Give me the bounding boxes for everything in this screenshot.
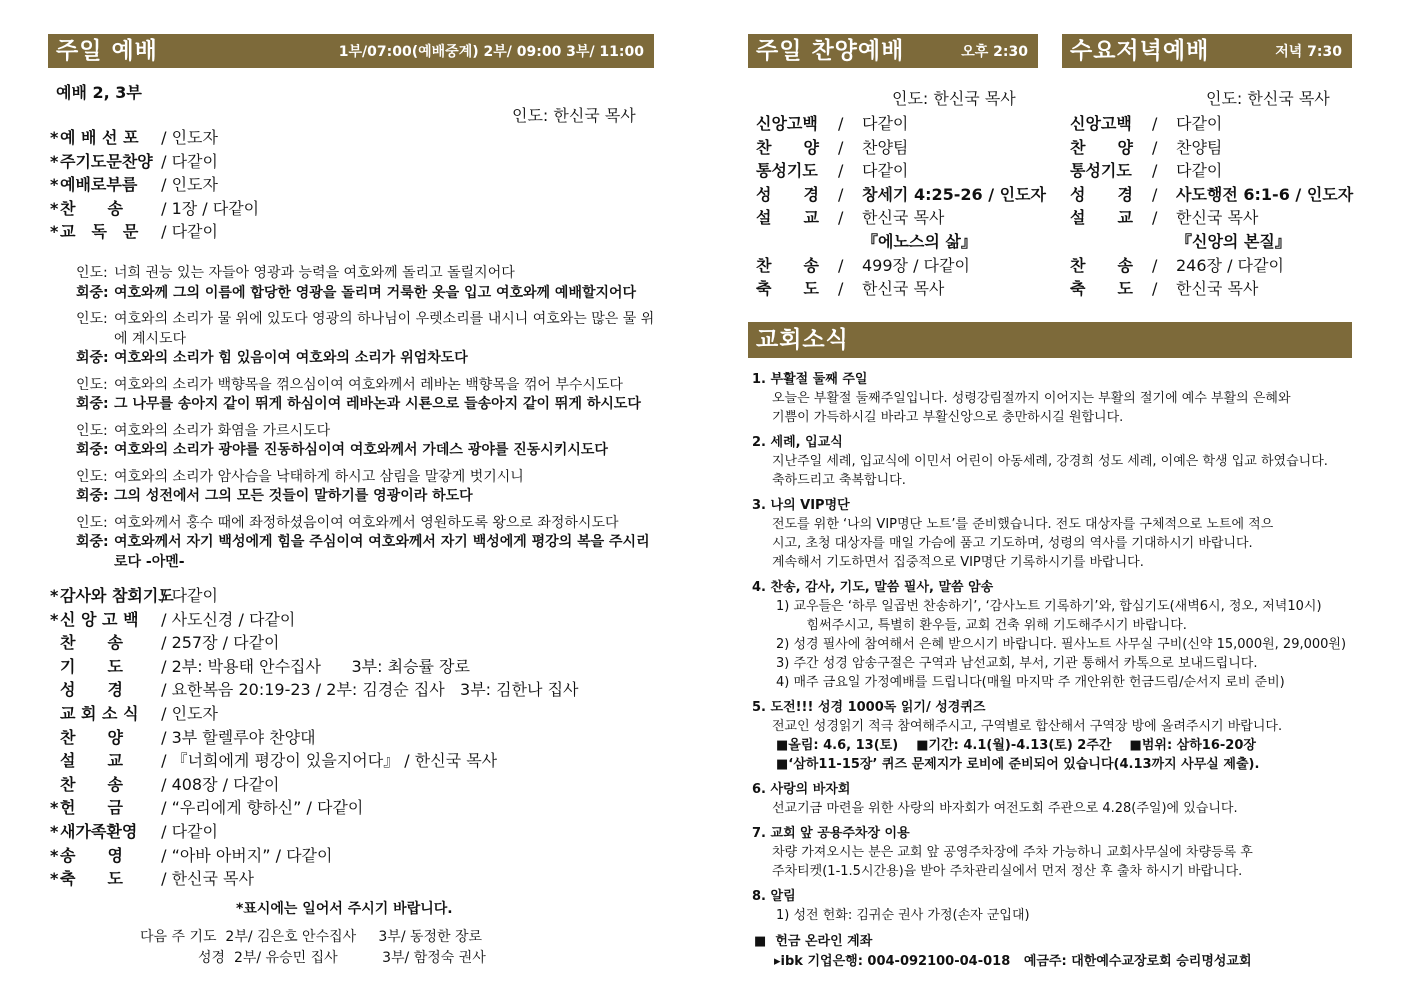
- news-item: [752, 578, 1352, 692]
- order-value: / 3부 할렐루야 찬양대: [156, 727, 316, 747]
- reading-block: [76, 376, 656, 415]
- congregation-text: 여호와께 그의 이름에 합당한 영광을 돌리며 거룩한 옷을 입고 여호와께 예배할지어다: [114, 284, 637, 301]
- order-label: 신앙고백: [756, 114, 818, 133]
- order-value: / 다같이: [156, 821, 218, 841]
- order-value: / 요한복음 20:19-23 / 2부: 김경순 집사 3부: 김한나 집사: [156, 680, 579, 700]
- order-label: 찬 양: [756, 137, 819, 157]
- sunday-subtitle: 예배 2, 3부: [56, 83, 142, 102]
- order-row: [50, 173, 259, 197]
- order-label: 성 경: [60, 680, 123, 700]
- order-row: [50, 726, 579, 750]
- congregation-line: [76, 284, 656, 304]
- order-row: [756, 277, 1046, 301]
- order-value: / 한신국 목사: [156, 869, 254, 889]
- order-row: [756, 159, 1046, 183]
- order-value: 다같이: [1176, 161, 1223, 181]
- order-value: 『신앙의 본질』: [1176, 231, 1291, 251]
- stand-mark: *: [50, 609, 59, 629]
- order-label: 송 영: [60, 845, 123, 865]
- order-value: / 다같이: [156, 151, 218, 171]
- news-item-line: 1) 성전 헌화: 김귀순 권사 가정(손자 군입대): [776, 908, 1030, 923]
- order-row: [50, 796, 579, 820]
- order-row: [1070, 159, 1353, 183]
- order-row: [1070, 112, 1353, 136]
- congregation-text: 그 나무를 송아지 같이 뛰게 하심이여 레바논과 시룐으로 들송아지 같이 뛰게 하시도다: [114, 396, 641, 412]
- order-label: 주기도문찬양: [60, 151, 153, 171]
- leader-line: [76, 264, 656, 284]
- order-value: 한신국 목사: [1176, 208, 1259, 228]
- order-label: 찬 송: [756, 255, 819, 275]
- news-list: [752, 370, 1352, 931]
- news-item: [752, 698, 1352, 774]
- news-item-title: 6. 사랑의 바자회: [752, 782, 851, 797]
- congregation-text: 여호와께서 자기 백성에게 힘을 주심이여 여호와께서 자기 백성에게 평강의 복을 주시리로다 -아멘-: [114, 534, 650, 570]
- order-row: [756, 112, 1046, 136]
- order-value: 찬양팀: [862, 137, 909, 157]
- order-label: 교 독 문: [60, 222, 139, 242]
- stand-mark: *: [50, 845, 59, 865]
- leader-text: 여호와의 소리가 암사슴을 낙태하게 하시고 삼림을 말갛게 벗기시니: [114, 468, 524, 485]
- congregation-tag: 회중:: [76, 284, 109, 301]
- order-value: / 인도자: [156, 175, 218, 195]
- congregation-text: 그의 성전에서 그의 모든 것들이 말하기를 영광이라 하도다: [114, 488, 473, 504]
- order-label: 헌 금: [60, 798, 123, 818]
- separator: /: [838, 161, 844, 181]
- leader-tag: 인도:: [76, 311, 108, 327]
- stand-mark: *: [50, 151, 59, 171]
- leader-text: 여호와의 소리가 화염을 가르시도다: [114, 422, 331, 439]
- congregation-line: [76, 395, 656, 415]
- reading-block: [76, 422, 656, 461]
- separator: /: [1152, 161, 1158, 181]
- order-label: 기 도: [60, 656, 123, 676]
- leader-line: [76, 422, 656, 442]
- order-label: 설 교: [756, 208, 819, 228]
- order-value: / 다같이: [156, 586, 218, 605]
- separator: /: [838, 137, 844, 157]
- order-row: [1070, 206, 1353, 230]
- news-item-line: 축하드리고 축복합니다.: [772, 473, 906, 488]
- order-value: / 257장 / 다같이: [156, 633, 280, 653]
- stand-mark: *: [50, 175, 59, 195]
- leader-text: 여호와의 소리가 백향목을 꺾으심이여 여호와께서 레바논 백향목을 꺾어 부수시도다: [114, 376, 623, 393]
- news-item: [752, 433, 1352, 490]
- order-value: / “우리에게 향하신” / 다같이: [156, 798, 364, 818]
- order-row: [756, 230, 1046, 254]
- offering-account: ▸ibk 기업은행: 004-092100-04-018 예금주: 대한예수교장로회 승리명성교회: [774, 954, 1252, 969]
- order-value: / 408장 / 다같이: [156, 774, 280, 794]
- order-row: [50, 773, 579, 797]
- news-item-line: 주차티켓(1-1.5시간용)을 받아 주차관리실에서 먼저 정산 후 출차 하시기 바랍니다.: [772, 864, 1243, 879]
- separator: /: [1152, 114, 1158, 133]
- service-order-part1: [50, 126, 259, 244]
- order-value: 『에노스의 삶』: [862, 231, 977, 251]
- congregation-tag: 회중:: [76, 350, 109, 366]
- order-value: 한신국 목사: [1176, 279, 1259, 299]
- order-label: 통성기도: [1070, 161, 1132, 181]
- news-item-line: 3) 주간 성경 암송구절은 구역과 남선교회, 부서, 기관 통해서 카톡으로 보내드립니다.: [776, 656, 1258, 671]
- news-item-line: 오늘은 부활절 둘째주일입니다. 성령강림절까지 이어지는 부활의 절기에 예수 부활의 은혜와: [772, 391, 1291, 406]
- news-item-title: 1. 부활절 둘째 주일: [752, 372, 868, 387]
- news-item: [752, 496, 1352, 572]
- order-value: 사도행전 6:1-6 / 인도자: [1176, 184, 1354, 204]
- order-row: [50, 608, 579, 632]
- news-item-line: 2) 성경 필사에 참여해서 은혜 받으시기 바랍니다. 필사노트 사무실 구비(신약 15,000원, 29,000원): [776, 637, 1347, 652]
- order-row: [50, 702, 579, 726]
- order-label: 신 앙 고 백: [60, 609, 139, 629]
- order-value: / 『너희에게 평강이 있을지어다』 / 한신국 목사: [156, 751, 498, 771]
- order-row: [1070, 136, 1353, 160]
- order-value: 창세기 4:25-26 / 인도자: [862, 184, 1046, 204]
- leader-line: [76, 514, 656, 534]
- order-label: 설 교: [60, 751, 123, 771]
- news-item-title: 8. 알림: [752, 889, 796, 904]
- order-value: / 인도자: [156, 703, 218, 723]
- sunday-title: 주일 예배: [56, 38, 158, 64]
- stand-mark: *: [50, 128, 59, 147]
- offering-title: ■ 헌금 온라인 계좌: [754, 934, 873, 949]
- order-row: [50, 820, 579, 844]
- leader-line: [76, 376, 656, 396]
- order-row: [50, 844, 579, 868]
- order-row: [50, 126, 259, 150]
- news-item-title: 7. 교회 앞 공용주차장 이용: [752, 826, 910, 841]
- order-row: [756, 136, 1046, 160]
- order-value: 다같이: [862, 161, 909, 181]
- order-value: 499장 / 다같이: [862, 255, 970, 275]
- news-header: [748, 322, 1352, 358]
- order-row: [50, 678, 579, 702]
- reading-block: [76, 514, 656, 573]
- order-label: 신앙고백: [1070, 114, 1132, 133]
- praise-order: [756, 112, 1046, 301]
- order-value: / 다같이: [156, 222, 218, 242]
- sunday-header: [48, 34, 654, 68]
- responsive-reading: [76, 264, 656, 579]
- order-row: [1070, 277, 1353, 301]
- separator: /: [838, 208, 844, 228]
- leader-tag: 인도:: [76, 468, 108, 485]
- next-week-prayer: 다음 주 기도 2부/ 김은호 안수집사 3부/ 동정한 장로: [140, 929, 483, 945]
- order-label: 예 배 선 포: [60, 128, 139, 147]
- praise-leader: 인도: 한신국 목사: [892, 89, 1016, 108]
- reading-block: [76, 468, 656, 507]
- stand-mark: *: [50, 798, 59, 818]
- reading-block: [76, 264, 656, 303]
- order-value: 다같이: [1176, 114, 1223, 133]
- reading-block: [76, 310, 656, 369]
- stand-note: *표시에는 일어서 주시기 바랍니다.: [236, 901, 453, 917]
- praise-time: 오후 2:30: [961, 44, 1028, 60]
- congregation-tag: 회중:: [76, 534, 109, 550]
- news-item-title: 2. 세례, 입교식: [752, 435, 843, 450]
- separator: /: [838, 184, 844, 204]
- news-item-line: 시고, 초청 대상자를 매일 가슴에 품고 기도하며, 성령의 역사를 기대하시기 바랍니다.: [772, 536, 1253, 551]
- leader-text: 너희 권능 있는 자들아 영광과 능력을 여호와께 돌리고 돌릴지어다: [114, 265, 515, 281]
- news-item-line: 4) 매주 금요일 가정예배를 드립니다(매월 마지막 주 개안위한 헌금드림/순서지 로비 준비): [776, 675, 1285, 690]
- praise-title: 주일 찬양예배: [756, 38, 905, 64]
- order-row: [1070, 230, 1353, 254]
- order-label: 설 교: [1070, 208, 1133, 228]
- order-row: [50, 655, 579, 679]
- order-label: 예배로부름: [60, 175, 138, 195]
- separator: /: [1152, 255, 1158, 275]
- order-row: [50, 867, 579, 891]
- news-item-line: ■‘삼하11-15장’ 퀴즈 문제지가 로비에 준비되어 있습니다(4.13까지 사무실 제출).: [776, 757, 1260, 772]
- congregation-text: 여호와의 소리가 힘 있음이여 여호와의 소리가 위엄차도다: [114, 350, 468, 366]
- news-item-line: 1) 교우들은 ‘하루 일곱번 찬송하기’, ‘감사노트 기록하기’와, 합심기도(새벽6시, 정오, 저녁10시): [776, 599, 1322, 614]
- leader-tag: 인도:: [76, 422, 108, 439]
- news-item: [752, 780, 1352, 818]
- news-title: 교회소식: [756, 327, 849, 353]
- separator: /: [838, 279, 844, 299]
- congregation-line: [76, 441, 656, 461]
- leader-line: [76, 468, 656, 488]
- order-label: 찬 양: [60, 727, 123, 747]
- news-item-line: ■올림: 4.6, 13(토) ■기간: 4.1(월)-4.13(토) 2주간 ■범위: 삼하16-20장: [776, 738, 1256, 753]
- news-item-title: 3. 나의 VIP명단: [752, 498, 850, 513]
- order-row: [756, 254, 1046, 278]
- separator: /: [1152, 184, 1158, 204]
- order-label: 찬 송: [60, 633, 123, 653]
- order-label: 감사와 참회기도: [60, 586, 174, 605]
- order-value: 한신국 목사: [862, 208, 945, 228]
- leader-text: 여호와의 소리가 물 위에 있도다 영광의 하나님이 우렛소리를 내시니 여호와는 많은 물 위에 계시도다: [114, 311, 655, 347]
- wednesday-title: 수요저녁예배: [1070, 38, 1210, 64]
- order-row: [50, 631, 579, 655]
- leader-line: [76, 310, 656, 349]
- news-item-title: 5. 도전!!! 성경 1000독 읽기/ 성경퀴즈: [752, 700, 986, 715]
- leader-tag: 인도:: [76, 376, 108, 393]
- news-item-line: 차량 가져오시는 분은 교회 앞 공영주차장에 주차 가능하니 교회사무실에 차량등록 후: [772, 845, 1253, 860]
- congregation-tag: 회중:: [76, 488, 109, 504]
- order-row: [50, 197, 259, 221]
- order-value: / “아바 아버지” / 다같이: [156, 845, 333, 865]
- stand-mark: *: [50, 821, 59, 841]
- order-label: 교 회 소 식: [60, 703, 139, 723]
- stand-mark: *: [50, 198, 59, 218]
- order-label: 찬 송: [60, 198, 123, 218]
- wednesday-time: 저녁 7:30: [1275, 44, 1342, 60]
- order-value: / 사도신경 / 다같이: [156, 609, 296, 629]
- separator: /: [1152, 208, 1158, 228]
- news-item-line: 기쁨이 가득하시길 바라고 부활신앙으로 충만하시길 원합니다.: [772, 410, 1124, 425]
- order-row: [756, 206, 1046, 230]
- order-label: 새가족환영: [60, 821, 138, 841]
- sunday-times: 1부/07:00(예배중계) 2부/ 09:00 3부/ 11:00: [338, 44, 644, 60]
- order-label: 성 경: [1070, 184, 1133, 204]
- news-item-line: 전도를 위한 ‘나의 VIP명단 노트’를 준비했습니다. 전도 대상자를 구체적으로 노트에 적으: [772, 517, 1274, 532]
- order-value: 한신국 목사: [862, 279, 945, 299]
- congregation-text: 여호와의 소리가 광야를 진동하심이여 여호와께서 가데스 광야를 진동시키시도다: [114, 442, 608, 458]
- news-item: [752, 887, 1352, 925]
- order-label: 축 도: [1070, 279, 1133, 299]
- order-label: 찬 송: [60, 774, 123, 794]
- leader-tag: 인도:: [76, 514, 108, 531]
- congregation-line: [76, 533, 656, 572]
- congregation-line: [76, 487, 656, 507]
- congregation-tag: 회중:: [76, 396, 109, 412]
- order-value: / 1장 / 다같이: [156, 198, 260, 218]
- order-label: 축 도: [756, 279, 819, 299]
- stand-mark: *: [50, 586, 59, 605]
- news-item-title: 4. 찬송, 감사, 기도, 말씀 필사, 말씀 암송: [752, 580, 994, 595]
- news-item: [752, 824, 1352, 881]
- separator: /: [1152, 137, 1158, 157]
- order-row: [50, 150, 259, 174]
- news-item: [752, 370, 1352, 427]
- order-row: [756, 183, 1046, 207]
- order-label: 성 경: [756, 184, 819, 204]
- order-value: / 인도자: [156, 128, 218, 147]
- order-value: 246장 / 다같이: [1176, 255, 1284, 275]
- order-value: 찬양팀: [1176, 137, 1223, 157]
- next-week-bible: 성경 2부/ 유승민 집사 3부/ 함정숙 권사: [198, 950, 486, 966]
- order-row: [50, 220, 259, 244]
- service-order-part2: [50, 584, 579, 891]
- wednesday-order: [1070, 112, 1353, 301]
- separator: /: [838, 255, 844, 275]
- news-item-line: 지난주일 세례, 입교식에 이민서 어린이 아동세례, 강경희 성도 세례, 이예은 학생 입교 하였습니다.: [772, 454, 1328, 469]
- order-row: [1070, 183, 1353, 207]
- leader-tag: 인도:: [76, 265, 108, 281]
- order-label: 찬 송: [1070, 255, 1133, 275]
- order-label: 축 도: [60, 869, 123, 889]
- news-item-line: 힘써주시고, 특별히 환우들, 교회 건축 위해 기도해주시기 바랍니다.: [790, 618, 1187, 633]
- order-row: [50, 584, 579, 608]
- news-item-line: 계속해서 기도하면서 집중적으로 VIP명단 기록하시기를 바랍니다.: [772, 555, 1144, 570]
- news-item-line: 전교인 성경읽기 적극 참여해주시고, 구역별로 합산해서 구역장 방에 올려주시기 바랍니다.: [772, 719, 1283, 734]
- wednesday-leader: 인도: 한신국 목사: [1206, 89, 1330, 108]
- order-row: [1070, 254, 1353, 278]
- news-item-line: 선교기금 마련을 위한 사랑의 바자회가 여전도회 주관으로 4.28(주일)에 있습니다.: [772, 801, 1238, 816]
- order-row: [50, 749, 579, 773]
- congregation-line: [76, 349, 656, 369]
- congregation-tag: 회중:: [76, 442, 109, 458]
- stand-mark: *: [50, 222, 59, 242]
- praise-header: [748, 34, 1038, 68]
- order-value: 다같이: [862, 114, 909, 133]
- order-label: 통성기도: [756, 161, 818, 181]
- leader-text: 여호와께서 홍수 때에 좌정하셨음이여 여호와께서 영원하도록 왕으로 좌정하시도다: [114, 514, 619, 531]
- separator: /: [838, 114, 844, 133]
- separator: /: [1152, 279, 1158, 299]
- order-label: 찬 양: [1070, 137, 1133, 157]
- stand-mark: *: [50, 869, 59, 889]
- wednesday-header: [1062, 34, 1352, 68]
- sunday-leader: 인도: 한신국 목사: [512, 106, 636, 125]
- order-value: / 2부: 박용태 안수집사 3부: 최승률 장로: [156, 656, 470, 676]
